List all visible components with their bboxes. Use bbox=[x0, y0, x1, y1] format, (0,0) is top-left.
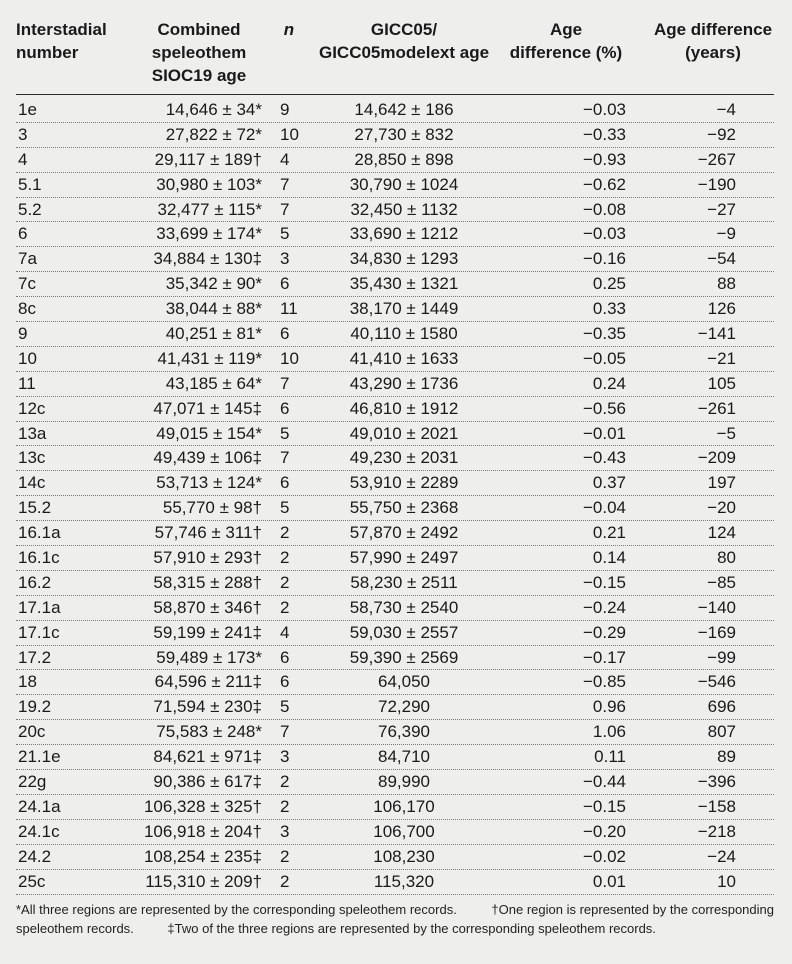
interstadial-cell: 12c bbox=[18, 398, 46, 418]
n-cell: 2 bbox=[280, 846, 290, 866]
interstadial-cell: 22g bbox=[18, 772, 47, 792]
table-row bbox=[16, 670, 774, 695]
table-row bbox=[16, 596, 774, 621]
table-row bbox=[16, 372, 774, 397]
table-row bbox=[16, 820, 774, 845]
table-row bbox=[16, 272, 774, 297]
combined-age-cell: 71,594 ± 230‡ bbox=[153, 697, 262, 717]
n-cell: 9 bbox=[280, 100, 290, 119]
table-row bbox=[16, 347, 774, 372]
n-cell: 2 bbox=[280, 772, 290, 792]
age-diff-years-cell: −140 bbox=[697, 597, 736, 617]
age-diff-percent-cell: 1.06 bbox=[592, 722, 626, 742]
interstadial-cell: 13a bbox=[18, 423, 47, 443]
age-diff-years-cell: −209 bbox=[697, 448, 736, 468]
age-diff-percent-cell: −0.43 bbox=[582, 448, 626, 468]
n-cell: 6 bbox=[280, 324, 290, 344]
table-row bbox=[16, 571, 774, 596]
age-diff-percent-cell: 0.11 bbox=[594, 747, 626, 767]
interstadial-cell: 19.2 bbox=[18, 697, 52, 717]
interstadial-cell: 4 bbox=[18, 149, 28, 169]
age-diff-percent-cell: 0.25 bbox=[592, 274, 626, 294]
n-cell: 6 bbox=[280, 473, 290, 493]
combined-age-cell: 84,621 ± 971‡ bbox=[153, 747, 262, 767]
n-cell: 6 bbox=[280, 672, 290, 692]
interstadial-cell: 18 bbox=[18, 672, 37, 692]
combined-age-cell: 33,699 ± 174* bbox=[156, 224, 262, 244]
interstadial-cell: 7c bbox=[18, 274, 36, 294]
n-cell: 4 bbox=[280, 622, 290, 642]
table-row bbox=[16, 695, 774, 720]
interstadial-cell: 7a bbox=[18, 249, 37, 269]
combined-age-cell: 90,386 ± 617‡ bbox=[153, 772, 262, 792]
age-diff-percent-cell: −0.93 bbox=[582, 149, 626, 169]
age-diff-percent-cell: −0.08 bbox=[582, 199, 626, 219]
interstadial-cell: 1e bbox=[18, 100, 37, 119]
footnote-dagger: †One region is represented by the corresponding bbox=[491, 902, 774, 917]
interstadial-cell: 9 bbox=[18, 324, 28, 344]
gicc05-age-cell: 115,320 bbox=[373, 871, 435, 891]
age-diff-years-cell: −24 bbox=[707, 846, 736, 866]
age-diff-years-cell: −158 bbox=[697, 796, 736, 816]
combined-age-cell: 40,251 ± 81* bbox=[165, 324, 262, 344]
combined-age-cell: 75,583 ± 248* bbox=[156, 722, 262, 742]
table-row bbox=[16, 795, 774, 820]
age-diff-percent-cell: −0.33 bbox=[582, 124, 626, 144]
age-diff-years-cell: 124 bbox=[707, 523, 736, 543]
table-row bbox=[16, 422, 774, 447]
gicc05-age-cell: 34,830 ± 1293 bbox=[349, 249, 459, 269]
n-cell: 3 bbox=[280, 821, 290, 841]
age-diff-percent-cell: −0.01 bbox=[582, 423, 626, 443]
header-interstadial-number: Interstadial number bbox=[16, 20, 107, 62]
table-row bbox=[16, 123, 774, 148]
age-diff-years-cell: 10 bbox=[717, 871, 736, 891]
table-row bbox=[16, 496, 774, 521]
age-diff-percent-cell: 0.21 bbox=[592, 523, 626, 543]
gicc05-age-cell: 14,642 ± 186 bbox=[354, 100, 454, 119]
n-cell: 4 bbox=[280, 149, 290, 169]
n-cell: 5 bbox=[280, 423, 290, 443]
age-diff-years-cell: −4 bbox=[716, 100, 736, 119]
gicc05-age-cell: 49,230 ± 2031 bbox=[349, 448, 459, 468]
gicc05-age-cell: 58,730 ± 2540 bbox=[349, 597, 459, 617]
interstadial-cell: 6 bbox=[18, 224, 28, 244]
combined-age-cell: 38,044 ± 88* bbox=[165, 299, 262, 319]
n-cell: 10 bbox=[280, 348, 299, 368]
age-diff-percent-cell: −0.16 bbox=[582, 249, 626, 269]
table-row bbox=[16, 198, 774, 223]
footnote-double-dagger: ‡Two of the three regions are represented by the corresponding speleothem records. bbox=[167, 921, 656, 936]
age-diff-years-cell: −396 bbox=[697, 772, 736, 792]
n-cell: 11 bbox=[280, 299, 298, 319]
interstadial-cell: 8c bbox=[18, 299, 36, 319]
age-diff-percent-cell: −0.62 bbox=[582, 174, 626, 194]
age-diff-percent-cell: −0.15 bbox=[582, 796, 626, 816]
age-diff-years-cell: −190 bbox=[697, 174, 736, 194]
age-diff-percent-cell: −0.20 bbox=[582, 821, 626, 841]
interstadial-cell: 17.2 bbox=[18, 647, 52, 667]
gicc05-age-cell: 38,170 ± 1449 bbox=[349, 299, 459, 319]
age-diff-years-cell: −141 bbox=[697, 324, 736, 344]
interstadial-cell: 15.2 bbox=[18, 498, 52, 518]
age-diff-percent-cell: −0.15 bbox=[582, 572, 626, 592]
combined-age-cell: 59,489 ± 173* bbox=[156, 647, 262, 667]
gicc05-age-cell: 59,030 ± 2557 bbox=[349, 622, 459, 642]
age-diff-percent-cell: 0.24 bbox=[592, 373, 626, 393]
combined-age-cell: 59,199 ± 241‡ bbox=[153, 622, 262, 642]
table-row bbox=[16, 471, 774, 496]
gicc05-age-cell: 35,430 ± 1321 bbox=[349, 274, 459, 294]
n-cell: 2 bbox=[280, 572, 290, 592]
age-diff-years-cell: 80 bbox=[717, 548, 736, 568]
gicc05-age-cell: 84,710 bbox=[378, 747, 430, 767]
n-cell: 7 bbox=[280, 448, 290, 468]
n-cell: 10 bbox=[280, 124, 299, 144]
interstadial-cell: 24.1a bbox=[18, 796, 61, 816]
gicc05-age-cell: 106,700 bbox=[373, 821, 435, 841]
gicc05-age-cell: 28,850 ± 898 bbox=[354, 149, 454, 169]
interstadial-cell: 16.2 bbox=[18, 572, 52, 592]
n-cell: 2 bbox=[280, 796, 290, 816]
gicc05-age-cell: 46,810 ± 1912 bbox=[349, 398, 459, 418]
table-header bbox=[16, 0, 774, 95]
interstadial-cell: 11 bbox=[18, 373, 36, 393]
age-diff-years-cell: −27 bbox=[707, 199, 736, 219]
n-cell: 7 bbox=[280, 199, 290, 219]
age-diff-percent-cell: −0.24 bbox=[582, 597, 626, 617]
combined-age-cell: 47,071 ± 145‡ bbox=[153, 398, 262, 418]
age-diff-percent-cell: −0.17 bbox=[582, 647, 626, 667]
gicc05-age-cell: 43,290 ± 1736 bbox=[349, 373, 459, 393]
combined-age-cell: 35,342 ± 90* bbox=[165, 274, 262, 294]
interstadial-cell: 14c bbox=[18, 473, 46, 493]
table-row bbox=[16, 870, 774, 895]
age-diff-years-cell: −267 bbox=[697, 149, 736, 169]
gicc05-age-cell: 27,730 ± 832 bbox=[354, 124, 454, 144]
n-cell: 5 bbox=[280, 224, 290, 244]
n-cell: 6 bbox=[280, 274, 290, 294]
interstadial-cell: 3 bbox=[18, 124, 28, 144]
n-cell: 2 bbox=[280, 523, 290, 543]
interstadial-cell: 16.1a bbox=[18, 523, 61, 543]
table-row bbox=[16, 621, 774, 646]
interstadial-cell: 24.1c bbox=[18, 821, 60, 841]
table-row bbox=[16, 745, 774, 770]
n-cell: 5 bbox=[280, 697, 290, 717]
table-body bbox=[16, 98, 774, 895]
table-row bbox=[16, 397, 774, 422]
age-diff-percent-cell: −0.02 bbox=[582, 846, 626, 866]
table-row bbox=[16, 720, 774, 745]
combined-age-cell: 57,910 ± 293† bbox=[153, 548, 262, 568]
age-diff-percent-cell: −0.03 bbox=[582, 224, 626, 244]
n-cell: 2 bbox=[280, 548, 290, 568]
combined-age-cell: 55,770 ± 98† bbox=[162, 498, 262, 518]
combined-age-cell: 49,439 ± 106‡ bbox=[153, 448, 262, 468]
footnote-star: *All three regions are represented by the corresponding speleothem records. bbox=[16, 902, 457, 917]
n-cell: 5 bbox=[280, 498, 290, 518]
age-diff-years-cell: 105 bbox=[707, 373, 736, 393]
gicc05-age-cell: 108,230 bbox=[373, 846, 435, 866]
header-age-difference-percent: Age difference (%) bbox=[509, 20, 623, 62]
footnote-dagger-cont: speleothem records. bbox=[16, 921, 134, 936]
interstadial-cell: 25c bbox=[18, 871, 46, 891]
n-cell: 2 bbox=[280, 597, 290, 617]
header-age-difference-years: Age difference (years) bbox=[653, 20, 773, 62]
combined-age-cell: 14,646 ± 34* bbox=[165, 100, 262, 119]
age-diff-years-cell: −99 bbox=[707, 647, 736, 667]
interstadial-cell: 10 bbox=[18, 348, 37, 368]
age-diff-years-cell: 696 bbox=[707, 697, 736, 717]
interstadial-cell: 16.1c bbox=[18, 548, 60, 568]
interstadial-cell: 17.1c bbox=[18, 622, 60, 642]
header-combined-age: Combined speleothem SIOC19 age bbox=[151, 20, 247, 85]
table-row bbox=[16, 148, 774, 173]
gicc05-age-cell: 59,390 ± 2569 bbox=[349, 647, 459, 667]
gicc05-age-cell: 106,170 bbox=[373, 796, 435, 816]
gicc05-age-cell: 41,410 ± 1633 bbox=[349, 348, 459, 368]
table-row bbox=[16, 247, 774, 272]
n-cell: 7 bbox=[280, 174, 290, 194]
age-diff-years-cell: −261 bbox=[697, 398, 736, 418]
combined-age-cell: 106,328 ± 325† bbox=[143, 796, 262, 816]
combined-age-cell: 57,746 ± 311† bbox=[154, 523, 262, 543]
gicc05-age-cell: 49,010 ± 2021 bbox=[349, 423, 459, 443]
table-row bbox=[16, 521, 774, 546]
combined-age-cell: 29,117 ± 189† bbox=[154, 149, 262, 169]
interstadial-cell: 13c bbox=[18, 448, 46, 468]
age-diff-years-cell: −5 bbox=[716, 423, 736, 443]
interstadial-cell: 17.1a bbox=[18, 597, 61, 617]
n-cell: 7 bbox=[280, 373, 290, 393]
n-cell: 3 bbox=[280, 747, 290, 767]
combined-age-cell: 27,822 ± 72* bbox=[165, 124, 262, 144]
age-diff-percent-cell: 0.33 bbox=[592, 299, 626, 319]
table-row bbox=[16, 770, 774, 795]
combined-age-cell: 41,431 ± 119* bbox=[157, 348, 262, 368]
age-diff-percent-cell: −0.03 bbox=[582, 100, 626, 119]
age-diff-percent-cell: −0.05 bbox=[582, 348, 626, 368]
combined-age-cell: 106,918 ± 204† bbox=[143, 821, 262, 841]
age-diff-percent-cell: 0.37 bbox=[592, 473, 626, 493]
interstadial-cell: 21.1e bbox=[18, 747, 61, 767]
combined-age-cell: 58,315 ± 288† bbox=[153, 572, 262, 592]
age-diff-years-cell: 197 bbox=[707, 473, 736, 493]
gicc05-age-cell: 30,790 ± 1024 bbox=[349, 174, 459, 194]
gicc05-age-cell: 89,990 bbox=[378, 772, 430, 792]
n-cell: 2 bbox=[280, 871, 290, 891]
n-cell: 6 bbox=[280, 398, 290, 418]
table-row bbox=[16, 173, 774, 198]
age-diff-years-cell: 89 bbox=[717, 747, 736, 767]
combined-age-cell: 53,713 ± 124* bbox=[156, 473, 262, 493]
header-n: n bbox=[283, 20, 295, 39]
gicc05-age-cell: 57,990 ± 2497 bbox=[349, 548, 459, 568]
gicc05-age-cell: 57,870 ± 2492 bbox=[349, 523, 459, 543]
age-diff-years-cell: −169 bbox=[697, 622, 736, 642]
age-diff-percent-cell: −0.29 bbox=[582, 622, 626, 642]
age-diff-percent-cell: −0.85 bbox=[582, 672, 626, 692]
age-diff-years-cell: 88 bbox=[717, 274, 736, 294]
combined-age-cell: 64,596 ± 211‡ bbox=[154, 672, 262, 692]
age-diff-percent-cell: −0.35 bbox=[582, 324, 626, 344]
combined-age-cell: 108,254 ± 235‡ bbox=[143, 846, 262, 866]
gicc05-age-cell: 40,110 ± 1580 bbox=[350, 324, 458, 344]
combined-age-cell: 43,185 ± 64* bbox=[165, 373, 262, 393]
gicc05-age-cell: 64,050 bbox=[378, 672, 430, 692]
interstadial-cell: 5.1 bbox=[18, 174, 42, 194]
combined-age-cell: 32,477 ± 115* bbox=[157, 199, 262, 219]
table-row bbox=[16, 222, 774, 247]
combined-age-cell: 49,015 ± 154* bbox=[156, 423, 262, 443]
n-cell: 7 bbox=[280, 722, 290, 742]
age-diff-years-cell: −92 bbox=[707, 124, 736, 144]
age-diff-percent-cell: 0.96 bbox=[592, 697, 626, 717]
table-row bbox=[16, 98, 774, 123]
footnotes bbox=[16, 900, 774, 938]
interstadial-cell: 20c bbox=[18, 722, 46, 742]
gicc05-age-cell: 55,750 ± 2368 bbox=[349, 498, 459, 518]
age-diff-percent-cell: 0.01 bbox=[592, 871, 626, 891]
age-diff-years-cell: −20 bbox=[707, 498, 736, 518]
age-diff-years-cell: −546 bbox=[697, 672, 736, 692]
age-diff-percent-cell: −0.04 bbox=[582, 498, 626, 518]
table-row bbox=[16, 446, 774, 471]
gicc05-age-cell: 53,910 ± 2289 bbox=[349, 473, 459, 493]
age-diff-years-cell: −54 bbox=[707, 249, 736, 269]
n-cell: 6 bbox=[280, 647, 290, 667]
age-diff-years-cell: 807 bbox=[707, 722, 736, 742]
combined-age-cell: 34,884 ± 130‡ bbox=[153, 249, 262, 269]
table-row bbox=[16, 646, 774, 671]
age-diff-years-cell: −9 bbox=[716, 224, 736, 244]
table-row bbox=[16, 322, 774, 347]
table-row bbox=[16, 546, 774, 571]
header-gicc05-age: GICC05/ GICC05modelext age bbox=[318, 20, 490, 62]
table-row bbox=[16, 845, 774, 870]
interstadial-cell: 5.2 bbox=[18, 199, 42, 219]
age-diff-percent-cell: −0.44 bbox=[582, 772, 626, 792]
table-row bbox=[16, 297, 774, 322]
combined-age-cell: 58,870 ± 346† bbox=[153, 597, 262, 617]
n-cell: 3 bbox=[280, 249, 290, 269]
gicc05-age-cell: 32,450 ± 1132 bbox=[350, 199, 458, 219]
combined-age-cell: 30,980 ± 103* bbox=[156, 174, 262, 194]
gicc05-age-cell: 76,390 bbox=[378, 722, 430, 742]
interstadial-cell: 24.2 bbox=[18, 846, 52, 866]
age-diff-years-cell: −218 bbox=[697, 821, 736, 841]
age-diff-years-cell: 126 bbox=[707, 299, 736, 319]
age-diff-percent-cell: −0.56 bbox=[582, 398, 626, 418]
gicc05-age-cell: 72,290 bbox=[378, 697, 430, 717]
combined-age-cell: 115,310 ± 209† bbox=[145, 871, 262, 891]
age-diff-years-cell: −21 bbox=[707, 348, 736, 368]
gicc05-age-cell: 33,690 ± 1212 bbox=[349, 224, 459, 244]
age-diff-percent-cell: 0.14 bbox=[592, 548, 626, 568]
gicc05-age-cell: 58,230 ± 2511 bbox=[350, 572, 458, 592]
age-diff-years-cell: −85 bbox=[707, 572, 736, 592]
